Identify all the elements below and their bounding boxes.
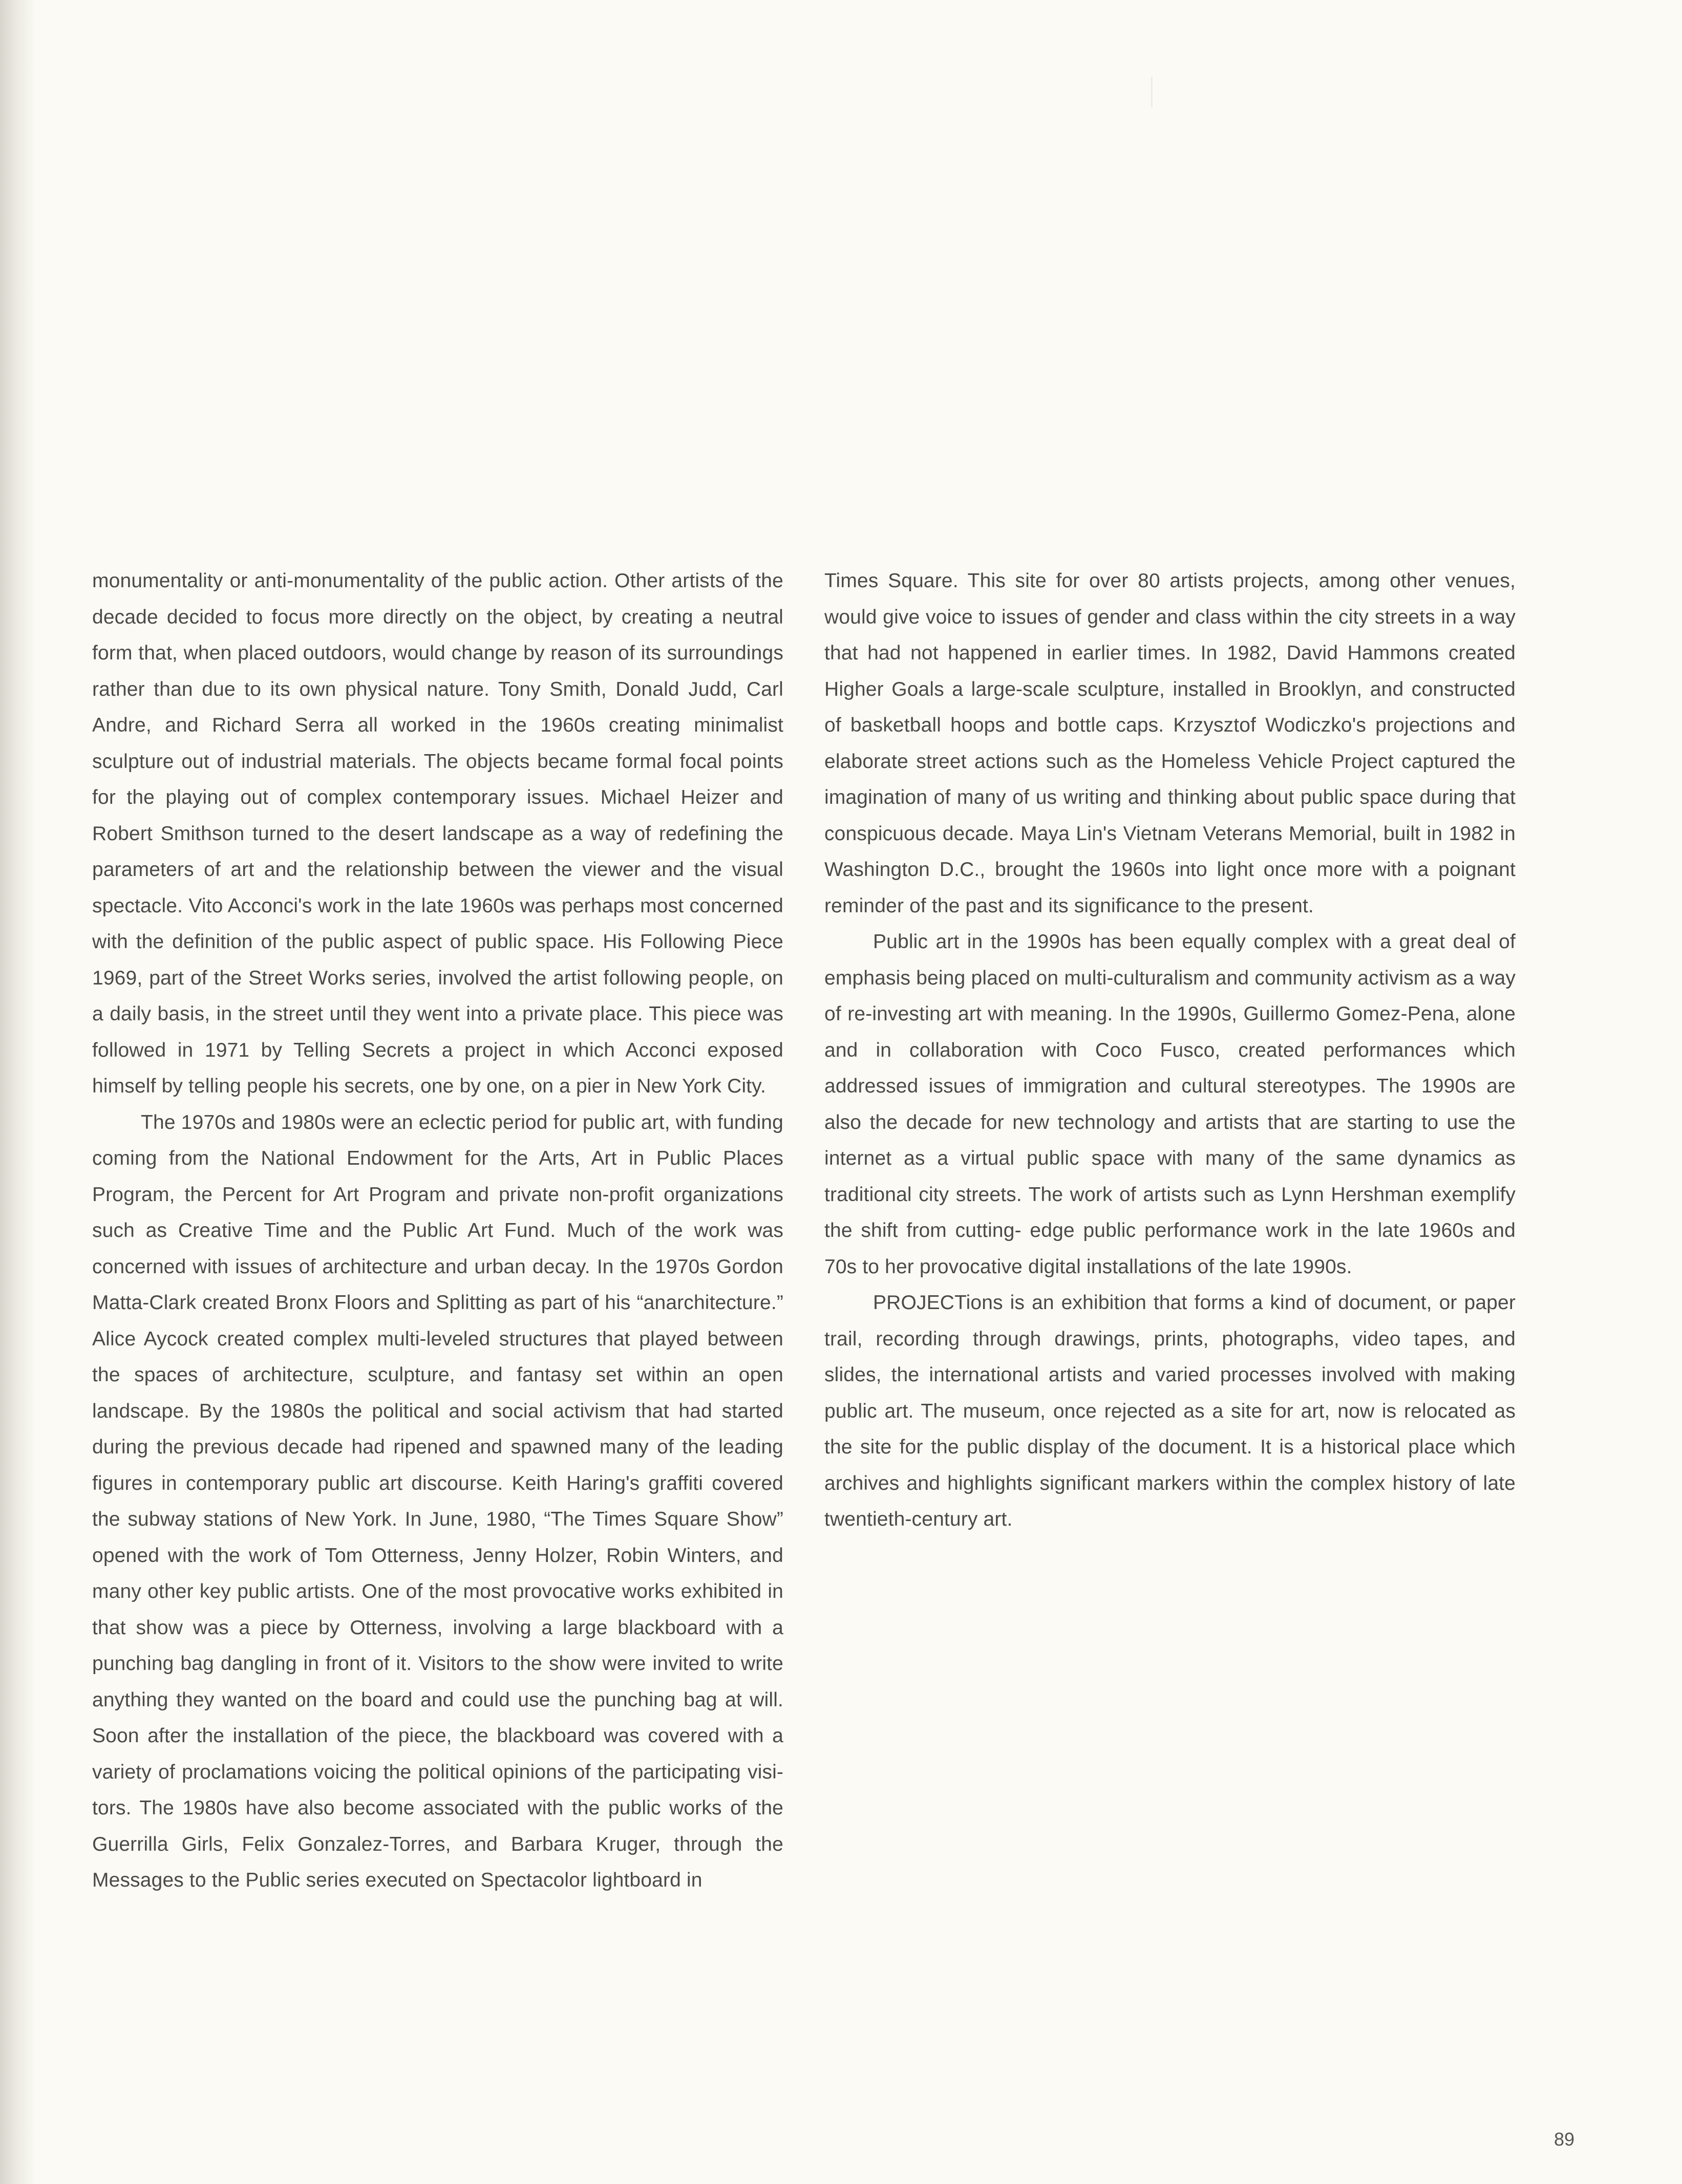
left-column: [92, 563, 783, 1899]
body-paragraph: monumentality or anti-monumentality of the public action. Other artists of the decade decided to focus more directly on the object, by creating a neutral form that, when placed outdoors, would change by reason of its surroundings rather than due to its own physical nature. Tony Smith, Donald Judd, Carl Andre, and Richard Serra all worked in the 1960s creating minimalist sculpture out of industrial materials. The objects became formal focal points for the playing out of complex contemporary issues. Michael Heizer and Robert Smithson turned to the desert landscape as a way of redefining the parameters of art and the relationship between the viewer and the visual spectacle. Vito Acconci's work in the late 1960s was perhaps most concerned with the definition of the public aspect of public space. His Following Piece 1969, part of the Street Works series, involved the artist following people, on a daily basis, in the street until they went into a private place. This piece was followed in 1971 by Telling Secrets a project in which Acconci exposed himself by telling people his secrets, one by one, on a pier in New York City.: [92, 570, 783, 1097]
page-gutter-shadow: [0, 0, 36, 2184]
scan-mark: [1151, 77, 1153, 108]
body-paragraph: PROJECTions is an exhibition that forms a kind of document, or paper trail, recording through drawings, prints, photographs, video tapes, and slides, the international artists and varied processes involved with making public art. The museum, once rejected as a site for art, now is relocated as the site for the public display of the document. It is a historical place which archives and highlights significant markers within the complex history of late twentieth-century art.: [824, 1292, 1516, 1530]
body-paragraph: Public art in the 1990s has been equally complex with a great deal of emphasis being placed on multi-culturalism and community activism as a way of re-investing art with meaning. In the 1990s, Guillermo Gomez-Pena, alone and in collaboration with Coco Fusco, created performances which addressed issues of immigration and cultural stereotypes. The 1990s are also the decade for new technology and artists that are starting to use the internet as a virtual public space with many of the same dynamics as traditional city streets. The work of artists such as Lynn Hershman exemplify the shift from cutting- edge public performance work in the late 1960s and 70s to her provocative digital installations of the late 1990s.: [824, 931, 1516, 1278]
right-column: [824, 563, 1516, 1538]
body-paragraph: Times Square. This site for over 80 artists projects, among other venues, would give voice to issues of gender and class within the city streets in a way that had not happened in earlier times. In 1982, David Hammons created Higher Goals a large-scale sculpture, installed in Brooklyn, and constructed of basketball hoops and bottle caps. Krzysztof Wodiczko's projections and elaborate street actions such as the Homeless Vehicle Project captured the imagination of many of us writing and thinking about public space during that conspicuous decade. Maya Lin's Vietnam Veterans Memorial, built in 1982 in Washington D.C., brought the 1960s into light once more with a poignant reminder of the past and its significance to the present.: [824, 570, 1516, 917]
page-number: 89: [1554, 2129, 1575, 2150]
body-paragraph: The 1970s and 1980s were an eclectic period for public art, with funding coming from the National Endowment for the Arts, Art in Public Places Program, the Percent for Art Program and private non-profit organizations such as Creative Time and the Public Art Fund. Much of the work was concerned with issues of architecture and urban decay. In the 1970s Gordon Matta-Clark created Bronx Floors and Splitting as part of his “anarchitecture.” Alice Aycock created complex multi-leveled structures that played between the spaces of architecture, sculpture, and fantasy set within an open landscape. By the 1980s the political and social activism that had started during the previous decade had ripened and spawned many of the leading figures in contemporary public art discourse. Keith Haring's graffiti covered the subway stations of New York. In June, 1980, “The Times Square Show” opened with the work of Tom Otterness, Jenny Holzer, Robin Winters, and many other key public artists. One of the most provocative works exhibited in that show was a piece by Otterness, involving a large blackboard with a punching bag dangling in front of it. Visitors to the show were invited to write anything they wanted on the board and could use the punching bag at will. Soon after the installation of the piece, the blackboard was covered with a variety of proclamations voicing the political opinions of the participating visitors. The 1980s have also become associated with the public works of the Guerrilla Girls, Felix Gonzalez-Torres, and Barbara Kruger, through the Messages to the Public series executed on Spectacolor lightboard in: [92, 1111, 783, 1891]
